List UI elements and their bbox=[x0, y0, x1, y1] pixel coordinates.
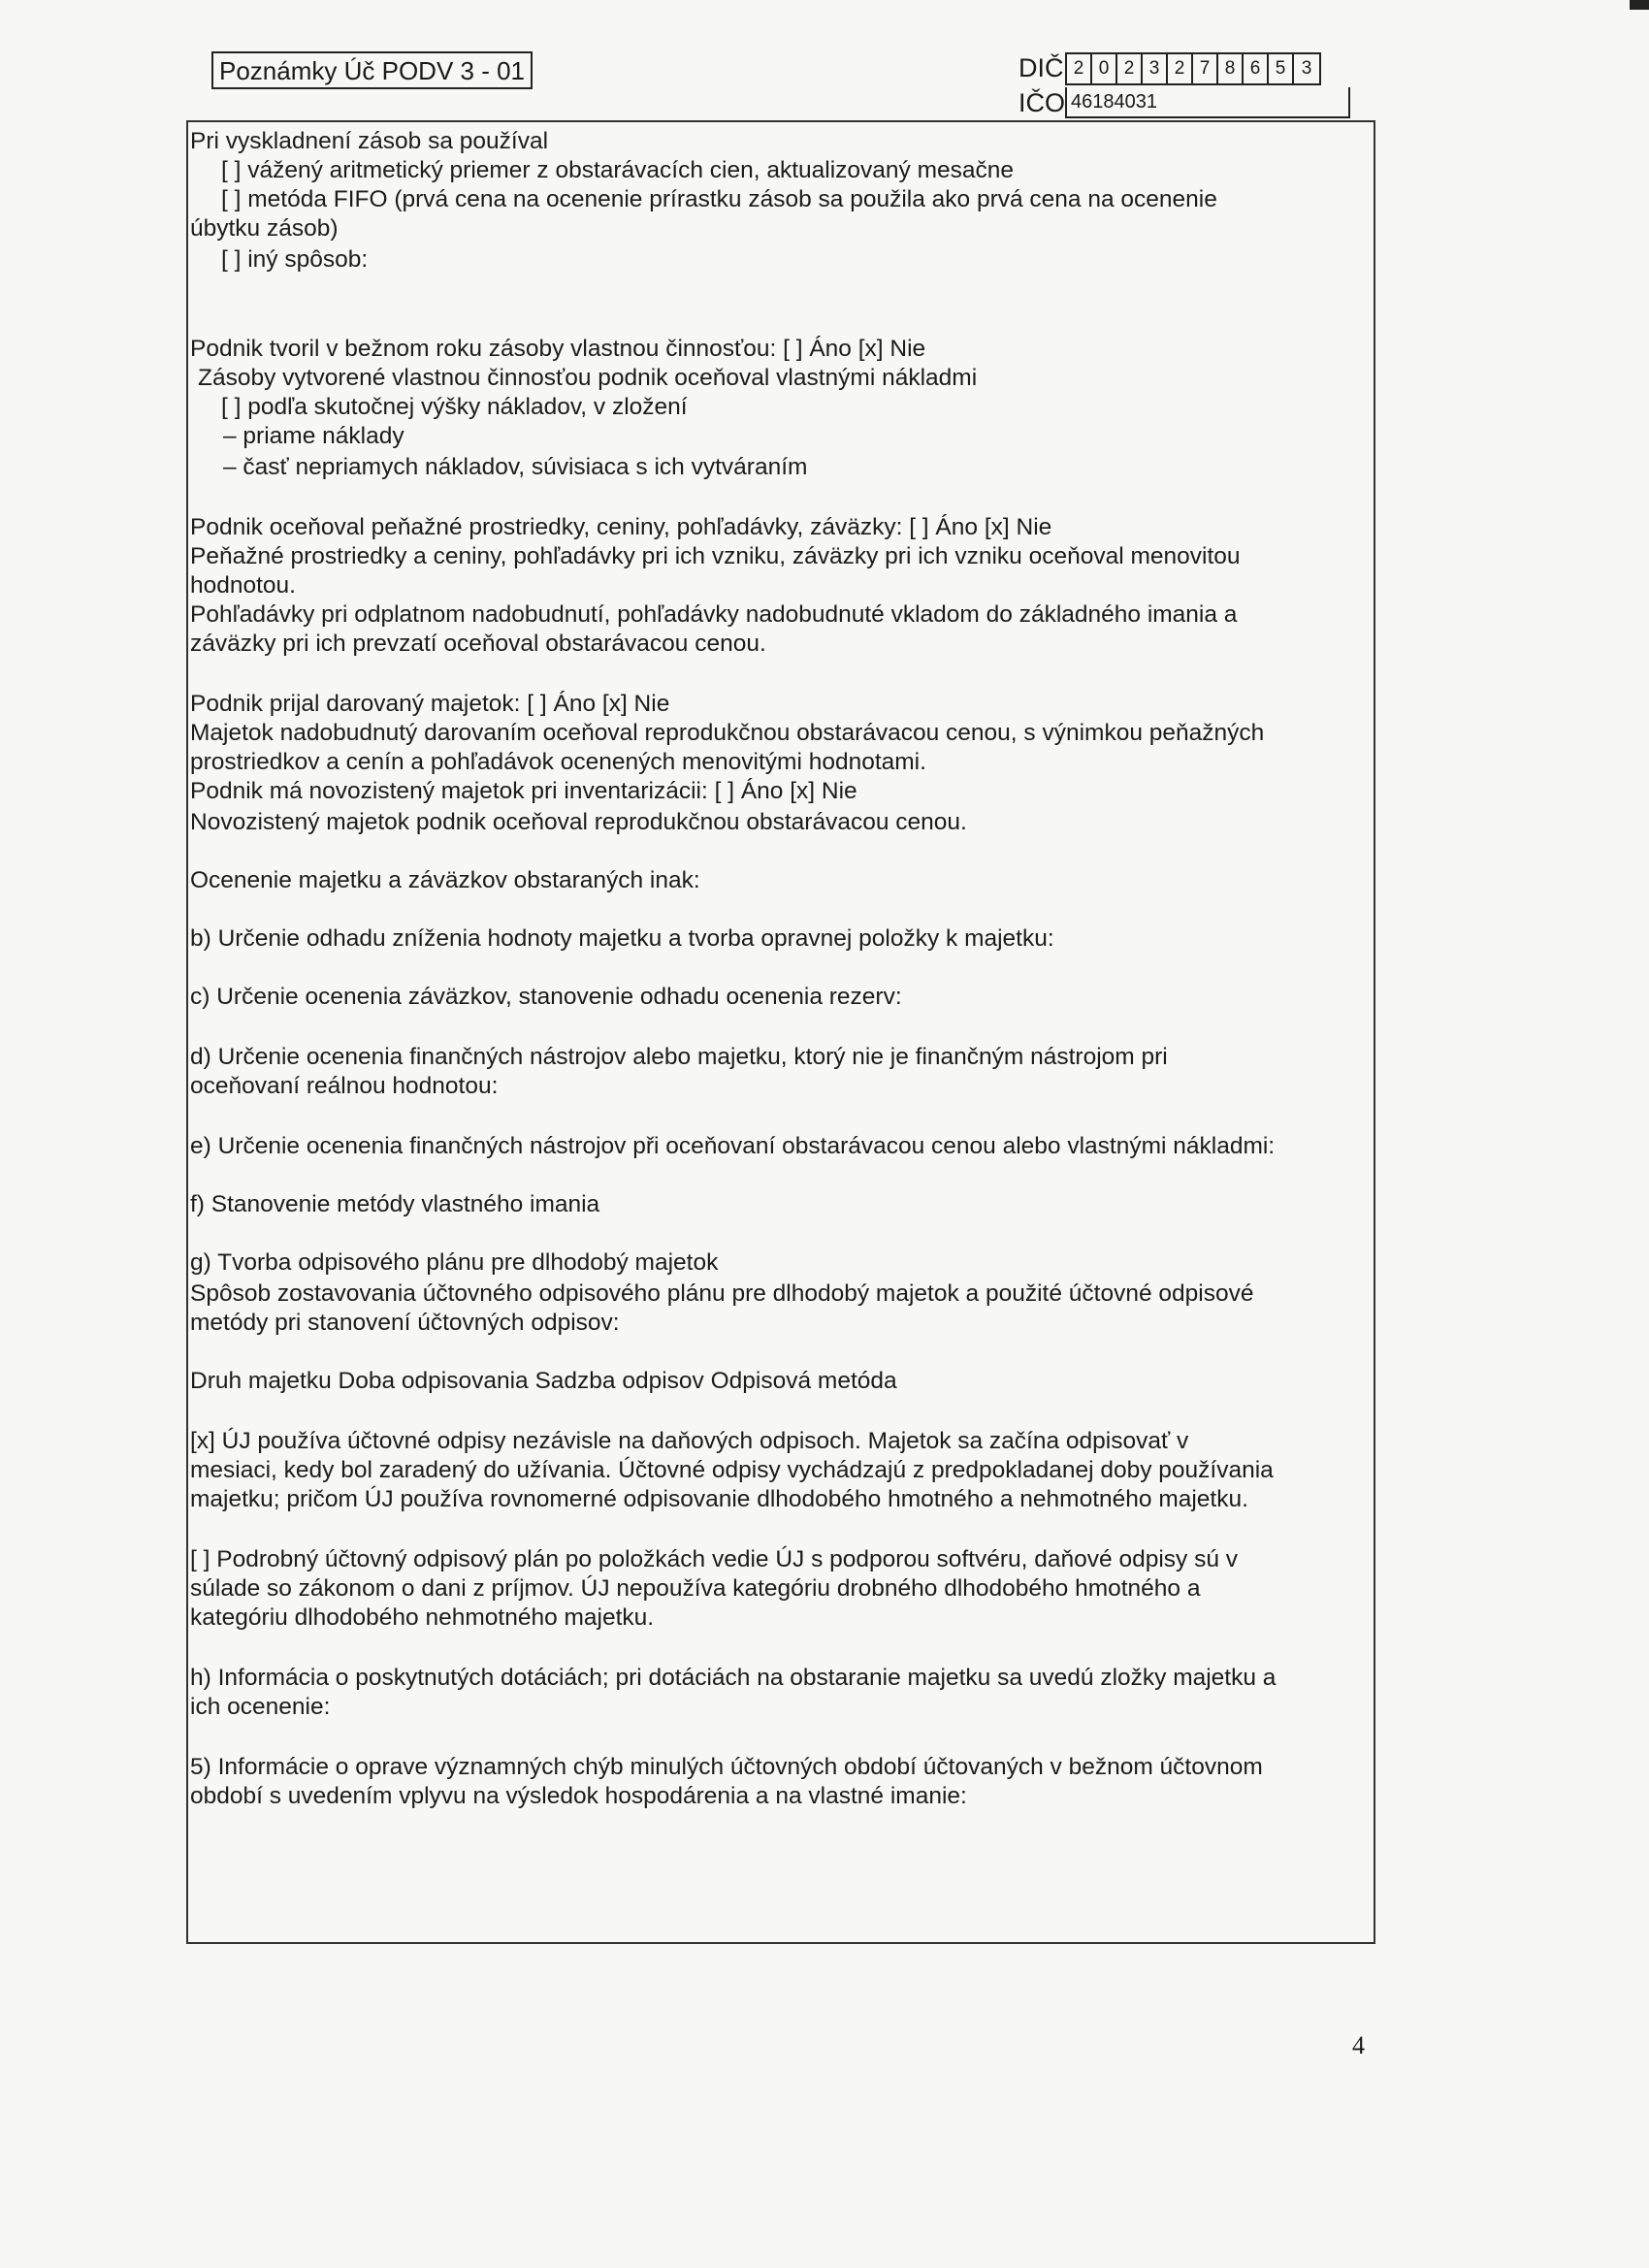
text-line: hodnotou. bbox=[190, 572, 296, 599]
text-line: f) Stanovenie metódy vlastného imania bbox=[190, 1191, 600, 1217]
ico-row bbox=[1018, 85, 1350, 120]
dic-digit: 2 bbox=[1117, 54, 1143, 83]
text-line: g) Tvorba odpisového plánu pre dlhodobý majetok bbox=[190, 1249, 719, 1276]
text-line: období s uvedením vplyvu na výsledok hospodárenia a na vlastné imanie: bbox=[190, 1783, 967, 1809]
dic-digit: 5 bbox=[1269, 54, 1294, 83]
text-line: majetku; pričom ÚJ používa rovnomerné odpisovanie dlhodobého hmotného a nehmotného majetku. bbox=[190, 1486, 1248, 1512]
dic-digit: 2 bbox=[1168, 54, 1193, 83]
text-line: b) Určenie odhadu zníženia hodnoty majetku a tvorba opravnej položky k majetku: bbox=[190, 925, 1054, 952]
text-line: Pri vyskladnení zásob sa používal bbox=[190, 128, 549, 154]
page-number: 4 bbox=[1352, 2031, 1365, 2059]
text-line: c) Určenie ocenenia záväzkov, stanovenie odhadu ocenenia rezerv: bbox=[190, 984, 902, 1010]
dic-label: DIČ bbox=[1018, 53, 1064, 82]
text-line: mesiaci, kedy bol zaradený do užívania. Účtovné odpisy vychádzajú z predpokladanej doby používania bbox=[190, 1457, 1274, 1483]
text-line: d) Určenie ocenenia finančných nástrojov alebo majetku, ktorý nie je finančným nástrojom pri bbox=[190, 1044, 1168, 1070]
text-line: [ ] vážený aritmetický priemer z obstarávacích cien, aktualizovaný mesačne bbox=[221, 157, 1015, 183]
text-line: úbytku zásob) bbox=[190, 215, 339, 242]
text-line: [x] ÚJ používa účtovné odpisy nezávisle na daňových odpisoch. Majetok sa začína odpisovať v bbox=[190, 1428, 1189, 1454]
text-line: Zásoby vytvorené vlastnou činnosťou podnik oceňoval vlastnými nákladmi bbox=[198, 365, 978, 391]
text-line: ich ocenenie: bbox=[190, 1694, 331, 1720]
dic-digit: 3 bbox=[1143, 54, 1168, 83]
scan-edge-mark bbox=[1630, 0, 1649, 10]
text-line: Novozistený majetok podnik oceňoval reprodukčnou obstarávacou cenou. bbox=[190, 809, 967, 835]
text-line: Pohľadávky pri odplatnom nadobudnutí, pohľadávky nadobudnuté vkladom do základného imania a bbox=[190, 601, 1238, 628]
text-line: Druh majetku Doba odpisovania Sadzba odpisov Odpisová metóda bbox=[190, 1368, 897, 1394]
text-line: [ ] podľa skutočnej výšky nákladov, v zložení bbox=[221, 394, 688, 420]
text-line: – priame náklady bbox=[223, 423, 404, 449]
text-line: [ ] Podrobný účtovný odpisový plán po položkách vedie ÚJ s podporou softvéru, daňové odpisy sú v bbox=[190, 1546, 1239, 1572]
text-line: e) Určenie ocenenia finančných nástrojov při oceňovaní obstarávacou cenou alebo vlastnými nákladmi: bbox=[190, 1133, 1276, 1159]
text-line: Podnik prijal darovaný majetok: [ ] Áno [x] Nie bbox=[190, 691, 670, 717]
identifier-block bbox=[1018, 50, 1350, 120]
text-line: Peňažné prostriedky a ceniny, pohľadávky pri ich vzniku, záväzky pri ich vzniku oceňoval menovitou bbox=[190, 543, 1241, 569]
dic-cells bbox=[1065, 52, 1321, 85]
dic-digit: 6 bbox=[1244, 54, 1269, 83]
text-line: [ ] metóda FIFO (prvá cena na ocenenie prírastku zásob sa použila ako prvá cena na ocenenie bbox=[221, 186, 1217, 212]
text-line: – časť nepriamych nákladov, súvisiaca s ich vytváraním bbox=[223, 454, 808, 480]
text-line: Podnik tvoril v bežnom roku zásoby vlastnou činnosťou: [ ] Áno [x] Nie bbox=[190, 336, 926, 362]
text-line: Ocenenie majetku a záväzkov obstaraných inak: bbox=[190, 867, 700, 893]
dic-digit: 0 bbox=[1092, 54, 1117, 83]
text-line: súlade so zákonom o dani z príjmov. ÚJ nepoužíva kategóriu drobného dlhodobého hmotného a bbox=[190, 1575, 1201, 1602]
text-line: [ ] iný spôsob: bbox=[221, 246, 369, 273]
text-line: Podnik oceňoval peňažné prostriedky, ceniny, pohľadávky, záväzky: [ ] Áno [x] Nie bbox=[190, 514, 1052, 540]
text-line: oceňovaní reálnou hodnotou: bbox=[190, 1073, 499, 1099]
dic-digit: 3 bbox=[1301, 58, 1312, 79]
text-line: záväzky pri ich prevzatí oceňoval obstarávacou cenou. bbox=[190, 631, 766, 657]
form-label: Poznámky Úč PODV 3 - 01 bbox=[211, 51, 533, 89]
ico-value: 46184031 bbox=[1065, 87, 1350, 118]
dic-digit: 8 bbox=[1218, 54, 1244, 83]
ico-label: IČO bbox=[1018, 88, 1066, 117]
text-line: Podnik má novozistený majetok pri inventarizácii: [ ] Áno [x] Nie bbox=[190, 778, 857, 804]
text-line: Spôsob zostavovania účtovného odpisového plánu pre dlhodobý majetok a použité účtovné odpisové bbox=[190, 1280, 1254, 1307]
text-line: prostriedkov a cenín a pohľadávok ocenených menovitými hodnotami. bbox=[190, 749, 926, 775]
dic-digit: 7 bbox=[1193, 54, 1218, 83]
text-line: kategóriu dlhodobého nehmotného majetku. bbox=[190, 1604, 655, 1631]
dic-row bbox=[1018, 50, 1350, 85]
text-line: h) Informácia o poskytnutých dotáciách; pri dotáciách na obstaranie majetku sa uvedú zložky majetku a bbox=[190, 1665, 1277, 1691]
text-line: Majetok nadobudnutý darovaním oceňoval reprodukčnou obstarávacou cenou, s výnimkou peňažných bbox=[190, 720, 1265, 746]
text-line: metódy pri stanovení účtovných odpisov: bbox=[190, 1310, 620, 1336]
text-line: 5) Informácie o oprave významných chýb minulých účtovných období účtovaných v bežnom účtovnom bbox=[190, 1754, 1263, 1780]
dic-digit: 2 bbox=[1067, 54, 1092, 83]
